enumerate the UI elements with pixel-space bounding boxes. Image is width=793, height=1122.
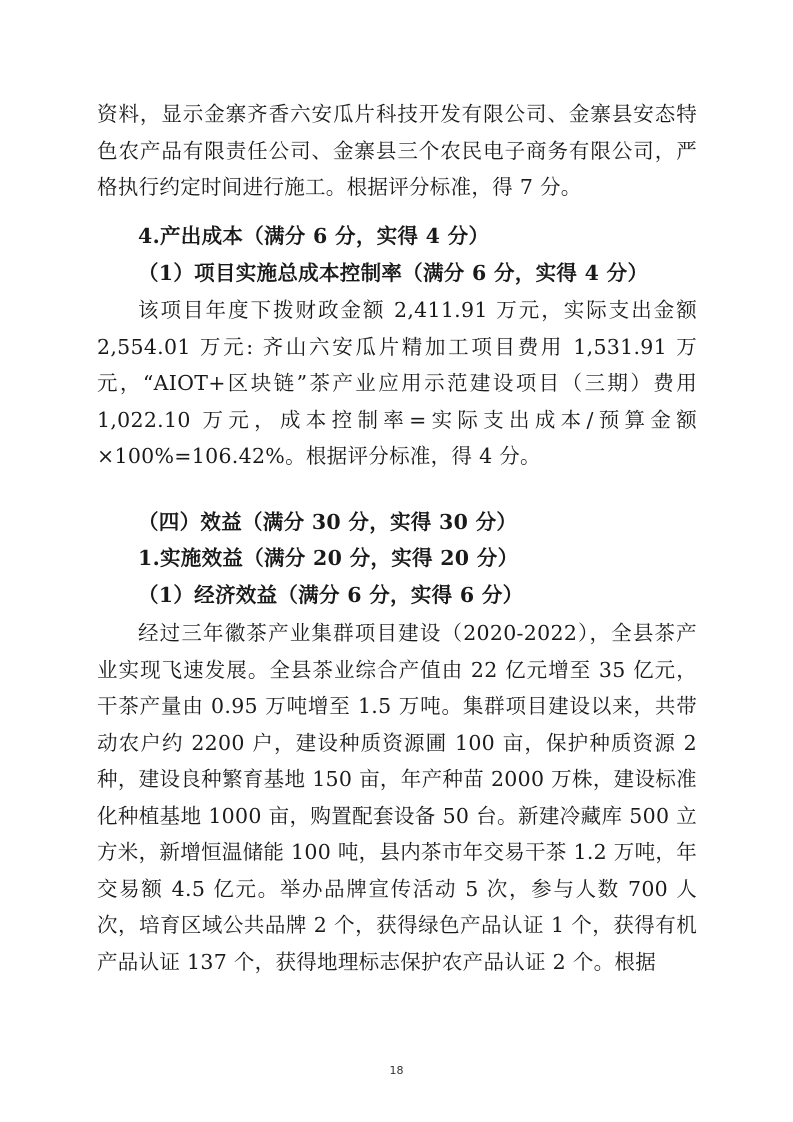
page-number: 18 [389,1064,404,1077]
cost-paragraph: 该项目年度下拨财政金额 2,411.91 万元，实际支出金额 2,554.01 万元: 齐山六安瓜片精加工项目费用 1,531.91 万元，“AIOT+区块链”茶产业应用示范建设项目（三期）费用 1,022.10 万元，成本控制率=实际支出成本/预算金额×100%=106.42%。根据评分标准，得 4 分。 [97,298,697,468]
heading-economic-benefit: （1）经济效益（满分 6 分，实得 6 分） [138,583,524,607]
heading-implementation-benefit: 1.实施效益（满分 20 分，实得 20 分） [138,546,519,570]
heading-benefit: （四）效益（满分 30 分，实得 30 分） [138,510,518,534]
continuation-paragraph: 资料，显示金寨齐香六安瓜片科技开发有限公司、金寨县安态特色农产品有限责任公司、金寨县三个农民电子商务有限公司，严格执行约定时间进行施工。根据评分标准，得 7 分。 [97,102,697,199]
heading-cost-control: （1）项目实施总成本控制率（满分 6 分，实得 4 分） [138,261,649,285]
economic-paragraph: 经过三年徽茶产业集群项目建设（2020-2022），全县茶产业实现飞速发展。全县茶业综合产值由 22 亿元增至 35 亿元，干茶产量由 0.95 万吨增至 1.5 万吨。集群项目建设以来，共带动农户约 2200 户，建设种质资源圃 100 亩，保护种质资源 2 种，建设良种繁育基地 150 亩，年产种苗 2000 万株，建设标准化种植基地 1000 亩，购置配套设备 50 台。新建冷藏库 500 立方米，新增恒温储能 100 吨，县内茶市年交易干茶 1.2 万吨，年交易额 4.5 亿元。举办品牌宣传活动 5 次，参与人数 700 人次，培育区域公共品牌 2 个，获得绿色产品认证 1 个，获得有机产品认证 137 个，获得地理标志保护农产品认证 2 个。根据 [97,621,697,974]
heading-output-cost: 4.产出成本（满分 6 分，实得 4 分） [138,224,490,248]
